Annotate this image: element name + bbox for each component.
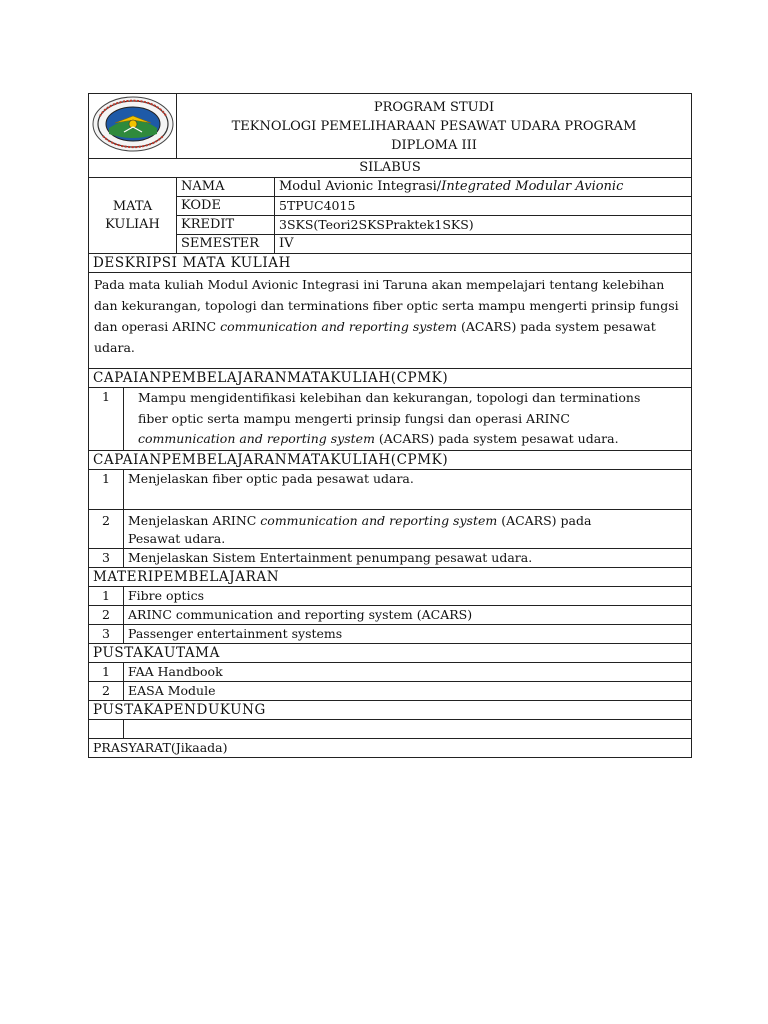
nama-value-italic: Integrated Modular Avionic — [441, 179, 624, 194]
pustaka-pendukung-empty-text — [124, 719, 692, 738]
mata-kuliah-label — [89, 178, 177, 254]
cpmk2-item2-text — [124, 509, 692, 548]
nama-value: Modul Avionic Integrasi/ — [279, 179, 442, 194]
pustaka-utama-item-number: 1 — [89, 662, 124, 681]
cpmk1-heading: CAPAIANPEMBELAJARANMATAKULIAH(CPMK) — [89, 369, 692, 388]
materi-item-text: ARINC communication and reporting system (ACARS) — [124, 605, 692, 624]
course-info-table — [88, 158, 692, 254]
field-key-nama: NAMA — [177, 178, 275, 197]
cpmk2-item1-number: 1 — [89, 469, 124, 509]
logo-cell — [89, 94, 177, 159]
references-table — [88, 567, 692, 758]
cpmk1-item-text — [124, 388, 692, 451]
program-title — [177, 94, 692, 159]
pustaka-utama-item-number: 2 — [89, 681, 124, 700]
mata-kuliah-label-line1: MATA — [112, 198, 153, 214]
program-title-line3: DIPLOMA III — [391, 137, 477, 153]
cpmk2-heading: CAPAIANPEMBELAJARANMATAKULIAH(CPMK) — [89, 450, 692, 469]
cpmk1-item-number: 1 — [89, 388, 124, 451]
field-value-kode: 5TPUC4015 — [275, 197, 692, 216]
header-table — [88, 93, 692, 159]
cpmk2-item1-text: Menjelaskan fiber optic pada pesawat udara. — [124, 469, 692, 509]
pustaka-utama-item-text: EASA Module — [124, 681, 692, 700]
mata-kuliah-label-line2: KULIAH — [105, 216, 160, 232]
description-table — [88, 253, 692, 369]
deskripsi-text-italic: communication and reporting system — [220, 319, 457, 334]
field-key-kode: KODE — [177, 197, 275, 216]
cpmk2-item3-text: Menjelaskan Sistem Entertainment penumpang pesawat udara. — [124, 548, 692, 567]
materi-item-number: 3 — [89, 624, 124, 643]
cpmk2-item2-text-a: Menjelaskan ARINC — [128, 512, 261, 528]
materi-heading: MATERIPEMBELAJARAN — [89, 567, 692, 586]
field-value-kredit: 3SKS(Teori2SKSPraktek1SKS) — [275, 216, 692, 235]
deskripsi-text-b: (ACARS) pada system pesawat udara. — [94, 319, 656, 355]
pustaka-pendukung-empty-number — [89, 719, 124, 738]
cpmk-table-1 — [88, 368, 692, 451]
deskripsi-text — [89, 273, 692, 369]
materi-item-text: Passenger entertainment systems — [124, 624, 692, 643]
materi-item-text: Fibre optics — [124, 586, 692, 605]
deskripsi-heading: DESKRIPSI MATA KULIAH — [89, 254, 692, 273]
program-title-line2: TEKNOLOGI PEMELIHARAAN PESAWAT UDARA PROGRAM — [231, 118, 637, 134]
cpmk-table-2 — [88, 450, 692, 568]
pustaka-utama-heading: PUSTAKAUTAMA — [89, 643, 692, 662]
prasyarat-label: PRASYARAT(Jikaada) — [89, 738, 692, 757]
pustaka-utama-item-text: FAA Handbook — [124, 662, 692, 681]
field-value-nama — [275, 178, 692, 197]
field-key-kredit: KREDIT — [177, 216, 275, 235]
deskripsi-text-a: Pada mata kuliah Modul Avionic Integrasi ini Taruna akan mempelajari tentang kelebihan dan kekurangan, topologi dan terminations fiber optic serta mampu mengerti prinsip fungsi dan operasi ARINC — [94, 277, 679, 334]
cpmk2-item2-number: 2 — [89, 509, 124, 548]
cpmk1-text-italic: communication and reporting system — [138, 431, 375, 446]
cpmk1-text-b: (ACARS) pada system pesawat udara. — [374, 431, 619, 446]
field-value-semester: IV — [275, 235, 692, 254]
cpmk2-item2-text-b: (ACARS) pada Pesawat udara. — [128, 512, 592, 546]
silabus-label: SILABUS — [89, 159, 692, 178]
institution-logo — [91, 94, 175, 152]
field-key-semester: SEMESTER — [177, 235, 275, 254]
cpmk2-item3-number: 3 — [89, 548, 124, 567]
syllabus-document — [88, 93, 692, 758]
cpmk2-item2-text-italic: communication and reporting system — [260, 512, 498, 528]
program-title-line1: PROGRAM STUDI — [373, 99, 495, 115]
materi-item-number: 2 — [89, 605, 124, 624]
cpmk1-text-a: Mampu mengidentifikasi kelebihan dan kekurangan, topologi dan terminations fiber optic serta mampu mengerti prinsip fungsi dan operasi ARINC — [138, 390, 641, 426]
materi-item-number: 1 — [89, 586, 124, 605]
pustaka-pendukung-heading: PUSTAKAPENDUKUNG — [89, 700, 692, 719]
